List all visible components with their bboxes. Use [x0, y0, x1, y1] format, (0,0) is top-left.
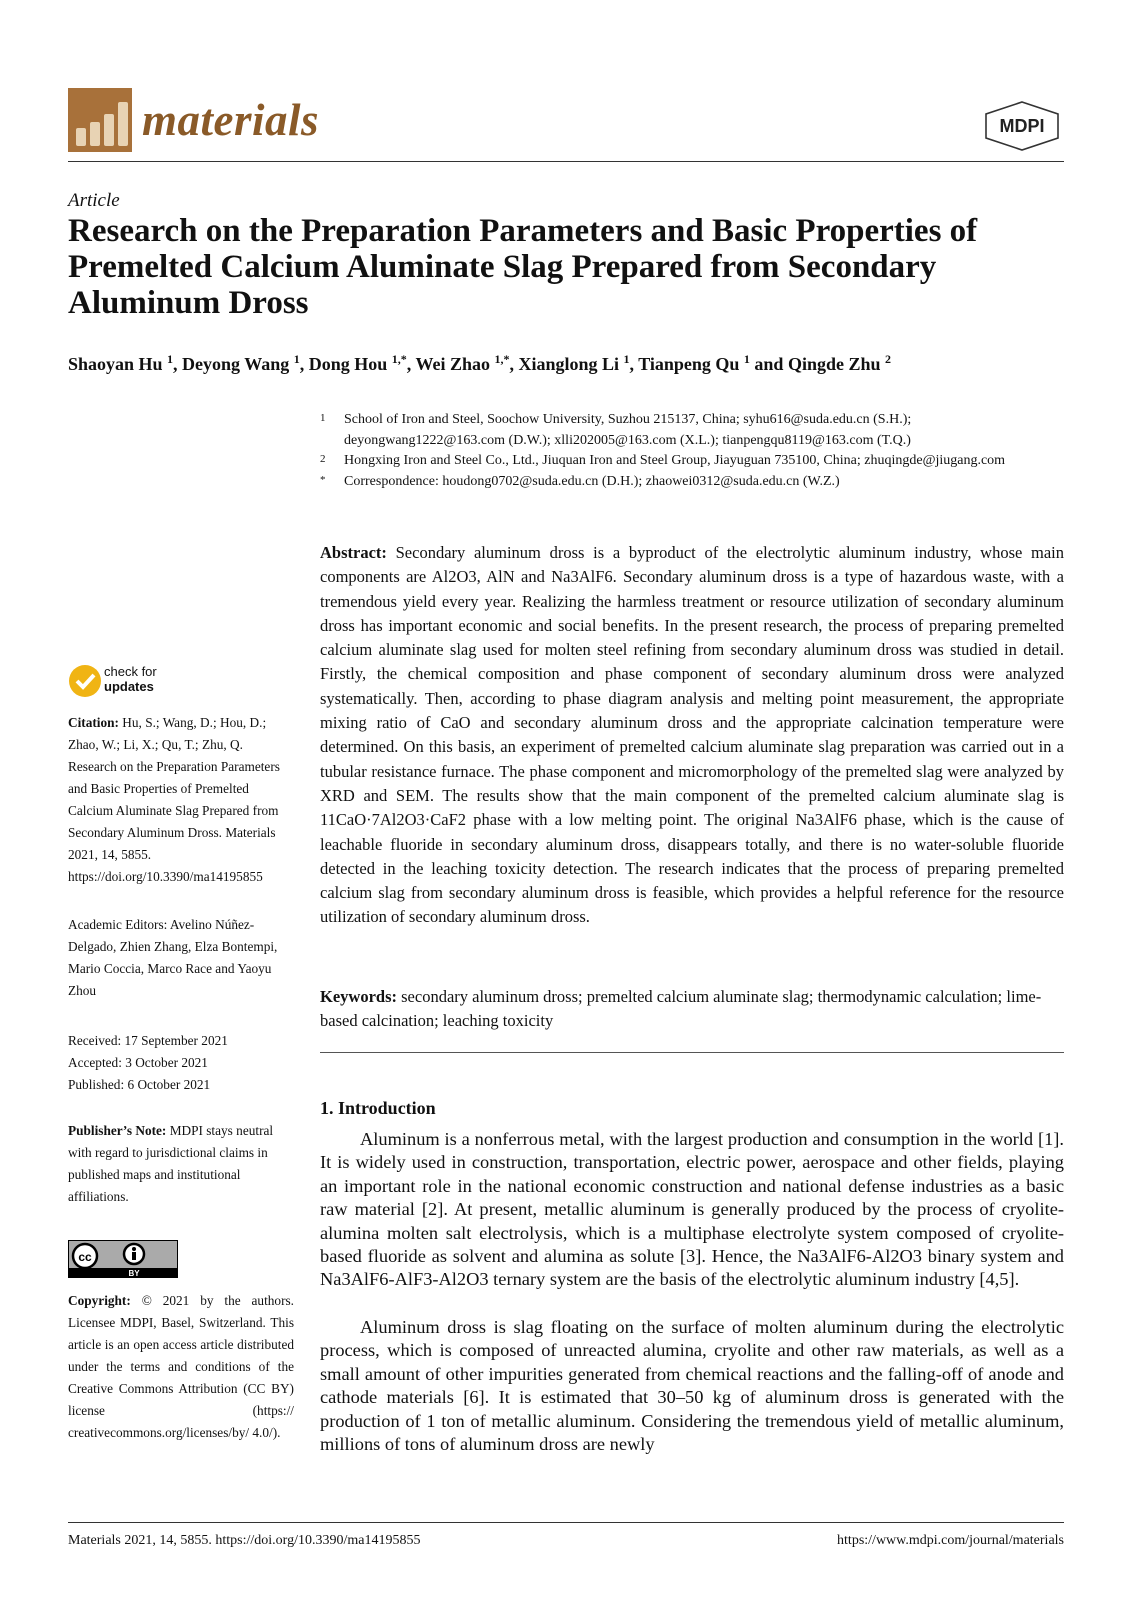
svg-text:cc: cc [78, 1250, 92, 1264]
author-list: Shaoyan Hu $^1$, Deyong Wang $^1$, Dong Hou $^{1,*}$, Wei Zhao $^{1,*}$, Xianglong Li $^1$, Tianpeng Qu $^1$ and Qingde Zhu $^2$ [68, 352, 891, 374]
intro-paragraph-1: Aluminum is a nonferrous metal, with the largest production and consumption in the world [1]. It is widely used in construction, transportation, electric power, aerospace and other fields, playing an important role in the national economic construction and national defense industries as a basic raw material [2]. At present, metallic aluminum is generally produced by the process of cryolite-alumina molten salt electrolysis, which is a multiphase electrolyte system composed of cryolite-based fluoride as solvent and alumina as solute [3]. Hence, the Na3AlF6-Al2O3 binary system and Na3AlF6-AlF3-Al2O3 ternary system are the basis of the electrolytic aluminum industry [4,5]. [320, 1129, 1064, 1290]
author-affiliation-mark: 1,* [391, 352, 407, 366]
article-title: Research on the Preparation Parameters and Basic Properties of Premelted Calcium Aluminate Slag Prepared from Secondary Aluminum Dross [68, 213, 978, 321]
header-rule [68, 161, 1064, 162]
author-affiliation-mark: 1 [743, 352, 750, 366]
author-affiliation-mark: 2 [885, 352, 891, 366]
affiliation-2 [320, 451, 1060, 472]
author-name[interactable]: Xianglong Li $^1$ [518, 352, 630, 374]
svg-text:MDPI: MDPI [999, 116, 1045, 136]
intro-paragraph-2: Aluminum dross is slag floating on the surface of molten aluminum during the electrolytic process, which is composed of unreacted alumina, cryolite and other raw materials, as well as a small amount of other impurities generated from chemical reactions and the falling-off of anode and cathode materials [6]. It is estimated that 30–50 kg of aluminum dross is generated with the production of 1 ton of metallic aluminum. Considering the tremendous yield of metallic aluminum, millions of tons of aluminum dross are newly [320, 1317, 1064, 1455]
cc-by-label: BY [128, 1269, 140, 1278]
affiliation-1 [320, 410, 1060, 451]
accepted-date: Accepted: 3 October 2021 [68, 1055, 208, 1070]
published-date: Published: 6 October 2021 [68, 1077, 211, 1092]
correspondence [320, 472, 1060, 493]
copyright-block [68, 1290, 294, 1444]
affiliation-text: Hongxing Iron and Steel Co., Ltd., Jiuquan Iron and Steel Group, Jiayuguan 735100, China; zhuqingde@jiugang.com [344, 453, 1006, 468]
keywords [320, 985, 1064, 1034]
author-affiliation-mark: 1,* [494, 352, 510, 366]
citation-label: Citation: [68, 715, 119, 730]
publisher-note [68, 1120, 294, 1208]
author-name[interactable]: Deyong Wang $^1$ [182, 352, 300, 374]
author-name[interactable]: Wei Zhao $^{1,*}$ [415, 352, 510, 374]
citation-block [68, 712, 294, 888]
copyright-label: Copyright: [68, 1293, 131, 1308]
check-updates-line2: updates [104, 679, 154, 694]
abstract-label: Abstract: [320, 543, 387, 562]
footer-rule [68, 1522, 1064, 1523]
footer-journal-link[interactable]: https://www.mdpi.com/journal/materials [837, 1533, 1064, 1548]
citation-text[interactable]: Hu, S.; Wang, D.; Hou, D.; Zhao, W.; Li, X.; Qu, T.; Zhu, Q. Research on the Preparation Parameters and Basic Properties of Premelted Calcium Aluminate Slag Prepared from Secondary Aluminum Dross. Materials 2021, 14, 5855. https://doi.org/10.3390/ma14195855 [68, 715, 280, 884]
copyright-text: © 2021 by the authors. Licensee MDPI, Basel, Switzerland. This article is an open access article distributed under the terms and conditions of the Creative Commons Attribution (CC BY) license (https:// creativecommons.org/licenses/by/ 4.0/). [68, 1293, 294, 1440]
affiliations [320, 410, 1060, 492]
footer-citation[interactable]: Materials 2021, 14, 5855. https://doi.org/10.3390/ma14195855 [68, 1533, 421, 1548]
keywords-label: Keywords: [320, 987, 397, 1006]
check-for-updates-button[interactable] [68, 664, 228, 704]
received-date: Received: 17 September 2021 [68, 1033, 228, 1048]
keywords-text: secondary aluminum dross; premelted calcium aluminate slag; thermodynamic calculation; lime-based calcination; leaching toxicity [320, 987, 1042, 1031]
author-name[interactable]: Qingde Zhu $^2$ [787, 352, 891, 374]
affiliation-text: Correspondence: houdong0702@suda.edu.cn (D.H.); zhaowei0312@suda.edu.cn (W.Z.) [344, 473, 840, 489]
abstract-text: Secondary aluminum dross is a byproduct of the electrolytic aluminum industry, whose main components are Al2O3, AlN and Na3AlF6. Secondary aluminum dross is a type of hazardous waste, with a tremendous yield every year. Realizing the harmless treatment or resource utilization of secondary aluminum dross has important economic and social benefits. In the present research, the process of preparing premelted calcium aluminate slag used for molten steel refining from secondary aluminum dross was studied in detail. Firstly, the chemical composition and phase component of secondary aluminum dross were analyzed systematically. Then, according to phase diagram analysis and melting point measurement, the appropriate mixing ratio of CaO and secondary aluminum dross and the appropriate calcination temperature were determined. On this basis, an experiment of premelted calcium aluminate slag preparation was carried out in a tubular resistance furnace. The phase component and micromorphology of the premelted slag were analyzed by XRD and SEM. The results show that the main component of the premelted calcium aluminate slag is 11CaO·7Al2O3·CaF2 phase with a low melting point. The original Na3AlF6 phase, which is the cause of leachable fluoride in secondary aluminum dross, disappears totally, and there is no water-soluble fluoride detected in the leaching toxicity detection. The research indicates that the process of preparing premelted calcium slag from secondary aluminum dross is feasible, which provides a helpful reference for the resource utilization of secondary aluminum dross. [320, 543, 1064, 927]
author-affiliation-mark: 1 [167, 352, 174, 366]
journal-logo-icon [68, 88, 132, 152]
affiliation-number: * [320, 473, 326, 486]
article-type: Article [68, 190, 120, 211]
check-updates-icon [68, 664, 102, 698]
author-name[interactable]: Dong Hou $^{1,*}$ [308, 352, 407, 374]
affiliation-text: School of Iron and Steel, Soochow University, Suzhou 215137, China; syhu616@suda.edu.cn (S.H.); deyongwang1222@163.com (D.W.); xlli202005@163.com (X.L.); tianpengqu8119@163.com (T.Q.) [344, 412, 912, 448]
section-divider [320, 1052, 1064, 1053]
affiliation-number: 2 [320, 453, 326, 465]
dates-block [68, 1030, 294, 1096]
author-name[interactable]: Shaoyan Hu $^1$ [68, 352, 174, 374]
abstract [320, 541, 1064, 930]
publisher-note-label: Publisher’s Note: [68, 1123, 167, 1138]
check-updates-line1: check for [104, 664, 157, 679]
journal-name[interactable]: materials [142, 95, 320, 145]
author-affiliation-mark: 1 [293, 352, 300, 366]
publisher-note-text: MDPI stays neutral with regard to jurisdictional claims in published maps and institutional affiliations. [68, 1123, 274, 1204]
affiliation-number: 1 [320, 412, 326, 424]
mdpi-logo-icon[interactable] [982, 100, 1062, 152]
author-name[interactable]: Tianpeng Qu $^1$ [638, 352, 750, 374]
academic-editors: Academic Editors: Avelino Núñez-Delgado, Zhien Zhang, Elza Bontempi, Mario Coccia, Marco Race and Yaoyu Zhou [68, 917, 278, 998]
cc-by-license-icon[interactable] [68, 1240, 178, 1278]
section-heading: 1. Introduction [320, 1098, 436, 1118]
author-affiliation-mark: 1 [623, 352, 630, 366]
